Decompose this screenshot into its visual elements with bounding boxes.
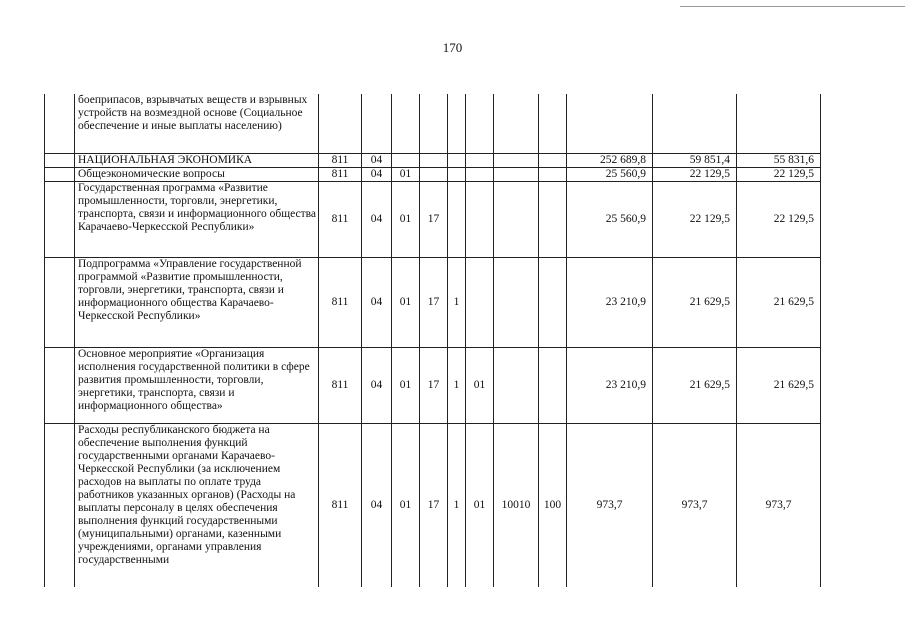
amount-cell: 59 851,4 — [653, 153, 737, 167]
code-cell: 04 — [362, 347, 392, 423]
code-cell — [448, 153, 466, 167]
code-cell: 01 — [466, 423, 494, 587]
code-cell: 811 — [319, 257, 362, 347]
amount-cell: 23 210,9 — [567, 347, 653, 423]
row-index-cell — [45, 347, 75, 423]
amount-cell: 21 629,5 — [653, 257, 737, 347]
code-cell: 811 — [319, 181, 362, 257]
amount-cell: 21 629,5 — [737, 257, 821, 347]
row-name-cell: Общеэкономические вопросы — [75, 167, 319, 181]
row-name-cell: Расходы республиканского бюджета на обеспечение выполнения функций государственными органами Карачаево-Черкесской Республики (за исключением расходов на выплаты по оплате труда работников указанных органов) (Расходы на выплаты персоналу в целях обеспечения выполнения функций государственными (муниципальными) органами, казенными учреждениями, органами управления государственными — [75, 423, 319, 587]
code-cell — [420, 94, 448, 153]
amount-cell: 973,7 — [653, 423, 737, 587]
code-cell — [494, 153, 539, 167]
code-cell: 1 — [448, 257, 466, 347]
amount-cell: 22 129,5 — [737, 167, 821, 181]
amount-cell: 22 129,5 — [737, 181, 821, 257]
row-name-cell: НАЦИОНАЛЬНАЯ ЭКОНОМИКА — [75, 153, 319, 167]
code-cell — [466, 167, 494, 181]
budget-table — [44, 94, 821, 587]
row-index-cell — [45, 153, 75, 167]
code-cell: 04 — [362, 167, 392, 181]
amount-cell — [567, 94, 653, 153]
code-cell — [494, 347, 539, 423]
code-cell — [539, 181, 567, 257]
code-cell — [392, 153, 420, 167]
code-cell — [539, 167, 567, 181]
table-row — [45, 94, 821, 153]
code-cell: 100 — [539, 423, 567, 587]
amount-cell: 25 560,9 — [567, 167, 653, 181]
table-row — [45, 347, 821, 423]
code-cell: 17 — [420, 347, 448, 423]
table-row — [45, 423, 821, 587]
code-cell — [494, 94, 539, 153]
row-name-cell: Основное мероприятие «Организация исполнения государственной политики в сфере развития промышленности, торговли, энергетики, транспорта, связи и информационного общества» — [75, 347, 319, 423]
amount-cell: 22 129,5 — [653, 181, 737, 257]
row-name-cell: боеприпасов, взрывчатых веществ и взрывных устройств на возмездной основе (Социальное обеспечение и иные выплаты населению) — [75, 94, 319, 153]
code-cell: 17 — [420, 257, 448, 347]
amount-cell: 252 689,8 — [567, 153, 653, 167]
amount-cell: 55 831,6 — [737, 153, 821, 167]
code-cell: 01 — [392, 181, 420, 257]
amount-cell — [737, 94, 821, 153]
amount-cell — [653, 94, 737, 153]
code-cell — [494, 167, 539, 181]
code-cell — [466, 153, 494, 167]
code-cell: 04 — [362, 181, 392, 257]
code-cell: 17 — [420, 423, 448, 587]
code-cell — [420, 167, 448, 181]
row-index-cell — [45, 167, 75, 181]
amount-cell: 25 560,9 — [567, 181, 653, 257]
code-cell — [539, 257, 567, 347]
code-cell: 811 — [319, 153, 362, 167]
row-name-cell: Подпрограмма «Управление государственной программой «Развитие промышленности, торговли, энергетики, транспорта, связи и информационного общества Карачаево-Черкесской Республики» — [75, 257, 319, 347]
code-cell: 04 — [362, 153, 392, 167]
row-name-cell: Государственная программа «Развитие промышленности, торговли, энергетики, транспорта, связи и информационного общества Карачаево-Черкесской Республики» — [75, 181, 319, 257]
code-cell: 01 — [466, 347, 494, 423]
row-index-cell — [45, 423, 75, 587]
code-cell: 04 — [362, 423, 392, 587]
code-cell: 17 — [420, 181, 448, 257]
code-cell — [448, 181, 466, 257]
row-index-cell — [45, 181, 75, 257]
code-cell: 1 — [448, 423, 466, 587]
code-cell: 01 — [392, 347, 420, 423]
code-cell — [319, 94, 362, 153]
code-cell — [539, 94, 567, 153]
row-index-cell — [45, 257, 75, 347]
amount-cell: 23 210,9 — [567, 257, 653, 347]
code-cell — [448, 94, 466, 153]
code-cell — [494, 181, 539, 257]
table-row — [45, 181, 821, 257]
code-cell: 01 — [392, 423, 420, 587]
code-cell: 1 — [448, 347, 466, 423]
code-cell: 811 — [319, 347, 362, 423]
table-row — [45, 153, 821, 167]
code-cell — [539, 347, 567, 423]
code-cell — [466, 94, 494, 153]
code-cell: 01 — [392, 257, 420, 347]
code-cell — [420, 153, 448, 167]
code-cell — [392, 94, 420, 153]
code-cell: 811 — [319, 423, 362, 587]
code-cell: 04 — [362, 257, 392, 347]
code-cell — [448, 167, 466, 181]
scan-edge-line — [680, 6, 905, 7]
row-index-cell — [45, 94, 75, 153]
code-cell: 811 — [319, 167, 362, 181]
code-cell — [466, 181, 494, 257]
amount-cell: 973,7 — [567, 423, 653, 587]
amount-cell: 22 129,5 — [653, 167, 737, 181]
table-row — [45, 257, 821, 347]
code-cell — [539, 153, 567, 167]
code-cell: 01 — [392, 167, 420, 181]
code-cell — [466, 257, 494, 347]
code-cell: 10010 — [494, 423, 539, 587]
code-cell — [494, 257, 539, 347]
code-cell — [362, 94, 392, 153]
amount-cell: 21 629,5 — [653, 347, 737, 423]
table-row — [45, 167, 821, 181]
amount-cell: 973,7 — [737, 423, 821, 587]
amount-cell: 21 629,5 — [737, 347, 821, 423]
page-number: 170 — [442, 40, 463, 55]
